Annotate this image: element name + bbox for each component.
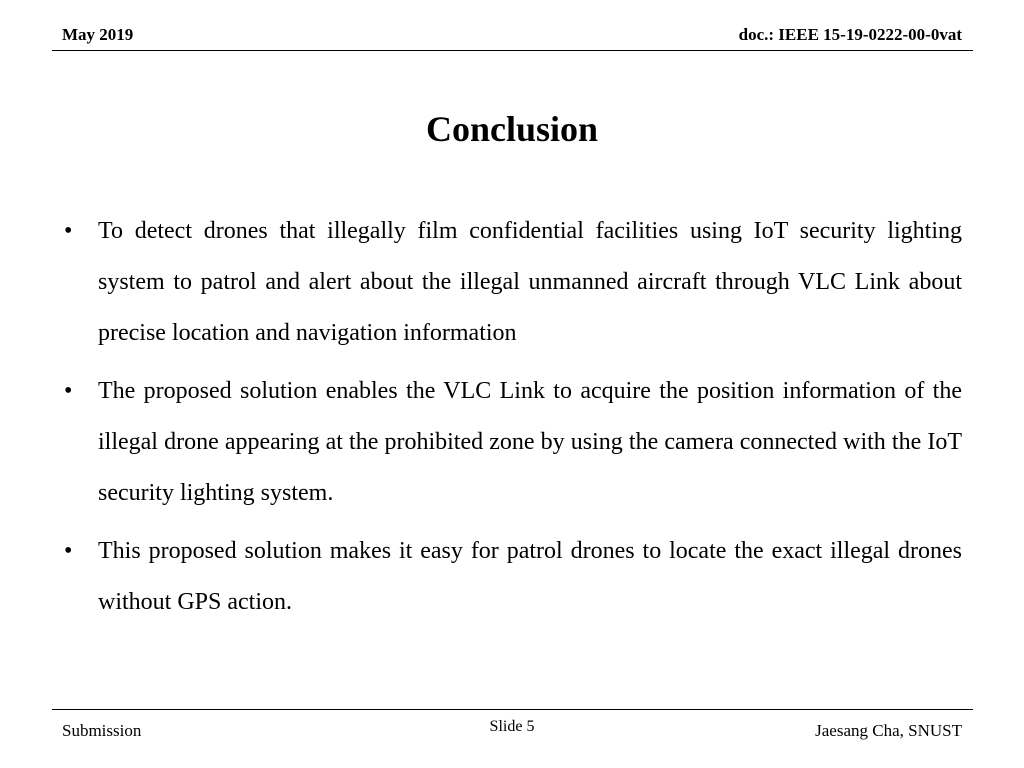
slide-number: Slide 5 [489,718,535,735]
footer-submission: Submission [62,721,142,740]
footer-divider [52,709,973,710]
bullet-marker: • [64,538,73,564]
bullet-text: This proposed solution makes it easy for patrol drones to locate the exact illegal drones without GPS action. [98,538,962,615]
footer-author: Jaesang Cha, SNUST [815,721,962,740]
bullet-marker: • [64,218,73,244]
header-doc-id: doc.: IEEE 15-19-0222-00-0vat [738,25,962,44]
bullet-item [62,366,962,519]
bullet-text: To detect drones that illegally film confidential facilities using IoT security lighting system to patrol and alert about the illegal unmanned aircraft through VLC Link about precise location and navigation information [98,218,962,346]
bullet-text: The proposed solution enables the VLC Link to acquire the position information of the illegal drone appearing at the prohibited zone by using the camera connected with the IoT security lighting system. [98,378,962,506]
bullet-item [62,206,962,359]
bullet-marker: • [64,378,73,404]
bullet-item [62,526,962,628]
bullet-list [62,206,962,635]
header-date: May 2019 [62,25,134,44]
header-divider [52,50,973,51]
slide-title: Conclusion [425,109,599,149]
